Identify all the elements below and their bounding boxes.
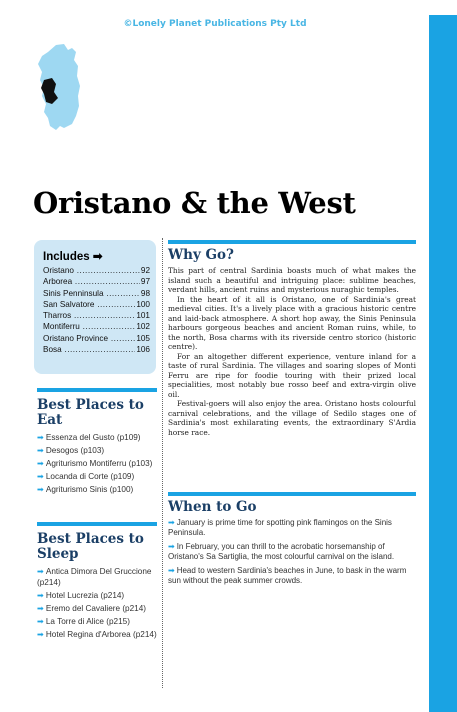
list-item: ➡ Eremo del Cavaliere (p214) <box>37 603 146 613</box>
body-paragraph: For an altogether different experience, venture inland for a taste of rural Sardinia. The villages and soaring slopes of Monti Ferru are ripe for foodie touring with their prized local specialities, most notably bue rosso beef and extra-virgin olive oil. <box>168 351 416 399</box>
list-item: ➡ Essenza del Gusto (p109) <box>37 433 141 442</box>
best-eat-heading: Best Places to Eat <box>37 397 144 428</box>
list-item: ➡ Locanda di Corte (p109) <box>37 472 135 481</box>
includes-item[interactable]: Sinis Penninsula ..... 98 <box>43 288 150 299</box>
section-rule <box>168 492 416 496</box>
list-item: ➡ Hotel Lucrezia (p214) <box>37 590 125 600</box>
includes-item[interactable]: San Salvatore ..... 100 <box>43 299 150 310</box>
list-item: ➡ January is prime time for spotting pink flamingos on the Sinis Peninsula. <box>168 518 392 537</box>
bullet-arrow-icon: ➡ <box>37 472 44 481</box>
list-item: ➡ Antica Dimora Del Gruccione (p214) <box>37 567 152 587</box>
list-item: ➡ Agriturismo Montiferru (p103) <box>37 459 153 468</box>
bullet-arrow-icon: ➡ <box>168 518 175 527</box>
column-divider <box>162 238 163 688</box>
includes-item[interactable]: Oristano ..... 92 <box>43 265 150 276</box>
list-item: ➡ Head to western Sardinia's beaches in June, to bask in the warm sun without the peak summer crowds. <box>168 566 407 585</box>
list-item: ➡ La Torre di Alice (p215) <box>37 616 130 626</box>
section-rule <box>37 388 157 392</box>
chapter-color-stripe <box>429 15 457 712</box>
includes-item[interactable]: Oristano Province ..... 105 <box>43 333 150 344</box>
why-go-section <box>168 240 416 437</box>
body-paragraph: This part of central Sardinia boasts much of what makes the island such a beautiful and intriguing place: sublime beaches, verdant hills, ancient ruins and mysterious nuraghic temples. <box>168 266 416 294</box>
includes-item[interactable]: Montiferru ..... 102 <box>43 321 150 332</box>
best-places-to-eat-section <box>37 388 157 498</box>
includes-box <box>34 240 156 374</box>
list-item: ➡ Agriturismo Sinis (p100) <box>37 485 134 494</box>
includes-item[interactable]: Bosa ..... 106 <box>43 344 150 355</box>
list-item: ➡ Desogos (p103) <box>37 446 105 455</box>
bullet-arrow-icon: ➡ <box>37 485 44 494</box>
bullet-arrow-icon: ➡ <box>168 566 175 575</box>
best-sleep-heading: Best Places to Sleep <box>37 531 144 562</box>
when-to-go-section <box>168 492 416 590</box>
list-item: ➡ In February, you can thrill to the acrobatic horsemanship of Oristano's Sa Sartiglia, the most colourful carnival on the island. <box>168 542 395 561</box>
bullet-arrow-icon: ➡ <box>37 459 44 468</box>
section-rule <box>168 240 416 244</box>
includes-item[interactable]: Tharros ..... 101 <box>43 310 150 321</box>
includes-item[interactable]: Arborea ..... 97 <box>43 276 150 287</box>
bullet-arrow-icon: ➡ <box>37 590 44 600</box>
bullet-arrow-icon: ➡ <box>37 446 44 455</box>
bullet-arrow-icon: ➡ <box>168 542 175 551</box>
bullet-arrow-icon: ➡ <box>37 433 44 442</box>
bullet-arrow-icon: ➡ <box>37 629 44 639</box>
copyright-notice: ©Lonely Planet Publications Pty Ltd <box>123 19 307 29</box>
bullet-arrow-icon: ➡ <box>37 616 44 626</box>
section-rule <box>37 522 157 526</box>
bullet-arrow-icon: ➡ <box>37 603 44 613</box>
body-paragraph: In the heart of it all is Oristano, one of Sardinia's great medieval cities. It's a lively place with a gracious historic centre and laid-back atmosphere. A short hop away, the Sinis Peninsula harbours gorgeous beaches and ancient Roman ruins, while, to the north, Bosa charms with its riverside centro storico (historic centre). <box>168 294 416 351</box>
sardinia-locator-map <box>34 42 84 132</box>
includes-heading: Includes ➡ <box>43 251 103 263</box>
why-go-heading: Why Go? <box>168 247 234 263</box>
bullet-arrow-icon: ➡ <box>37 567 44 576</box>
body-paragraph: Festival-goers will also enjoy the area. Oristano hosts colourful carnival celebrations, and the village of Sedilo stages one of Sardinia's most exhilarating events, the extraordinary S'Ardia horse race. <box>168 399 416 437</box>
list-item: ➡ Hotel Regina d'Arborea (p214) <box>37 629 157 639</box>
best-places-to-sleep-section <box>37 522 157 643</box>
chapter-title: Oristano & the West <box>33 186 356 220</box>
when-to-go-heading: When to Go <box>168 499 257 515</box>
